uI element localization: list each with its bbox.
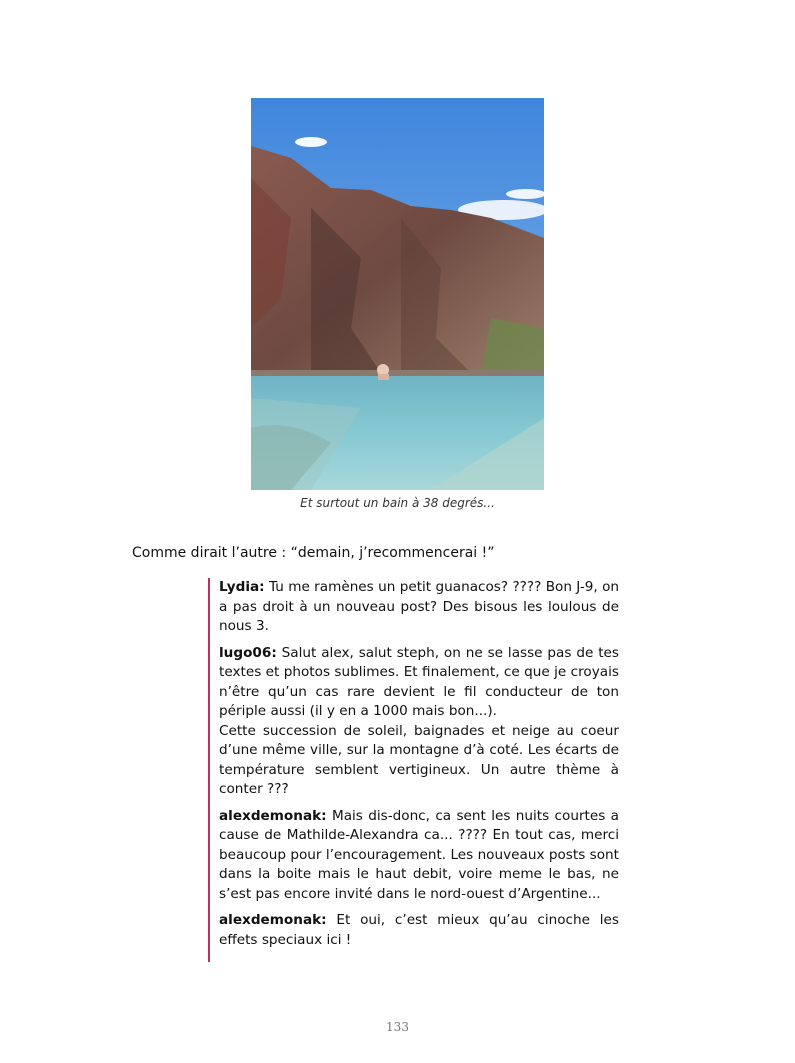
comment <box>219 807 619 905</box>
comment-paragraph <box>219 644 619 722</box>
comment-paragraph <box>219 911 619 950</box>
comment-paragraph <box>219 807 619 905</box>
photo-caption: Et surtout un bain à 38 degrés... <box>300 496 495 510</box>
comment <box>219 578 619 637</box>
comment-author: alexdemonak: <box>219 807 327 824</box>
comment-author: alexdemonak: <box>219 912 327 928</box>
comment-author: Lydia: <box>219 579 265 595</box>
comment <box>219 644 619 800</box>
comment-paragraph <box>219 578 619 637</box>
comment-text: Tu me ramènes un petit guanacos? ???? Bon J-9, on a pas droit à un nouveau post? Des bisous les loulous de nous 3. <box>219 579 620 634</box>
comments-block <box>208 578 619 962</box>
comment <box>219 911 619 950</box>
photo-mountain-pool <box>251 98 544 490</box>
comment-text: Et oui, c’est mieux qu’au cinoche les effets speciaux ici ! <box>219 912 619 948</box>
comment-text: Salut alex, salut steph, on ne se lasse pas de tes textes et photos sublimes. Et finalement, ce que je croyais n’être qu’un cas rare devient le fil conducteur de ton périple aussi (il y en a 1000 mais bon...). <box>219 644 619 719</box>
page-number: 133 <box>386 1020 409 1034</box>
photo-illustration <box>251 98 544 490</box>
comment-paragraph: Cette succession de soleil, baignades et neige au coeur d’une même ville, sur la montagne d’à coté. Les écarts de température semblent vertigineux. Un autre thème à conter ??? <box>219 722 619 797</box>
comment-author: lugo06: <box>219 644 277 661</box>
intro-paragraph: Comme dirait l’autre : “demain, j’recommencerai !” <box>132 545 495 561</box>
comment-text: Mais dis-donc, ca sent les nuits courtes a cause de Mathilde-Alexandra ca... ???? En tout cas, merci beaucoup pour l’encouragement. Les nouveaux posts sont dans la boite mais le haut debit, voire meme le bas, ne s’est pas encore invité dans le nord-ouest d’Argentine... <box>219 807 619 902</box>
